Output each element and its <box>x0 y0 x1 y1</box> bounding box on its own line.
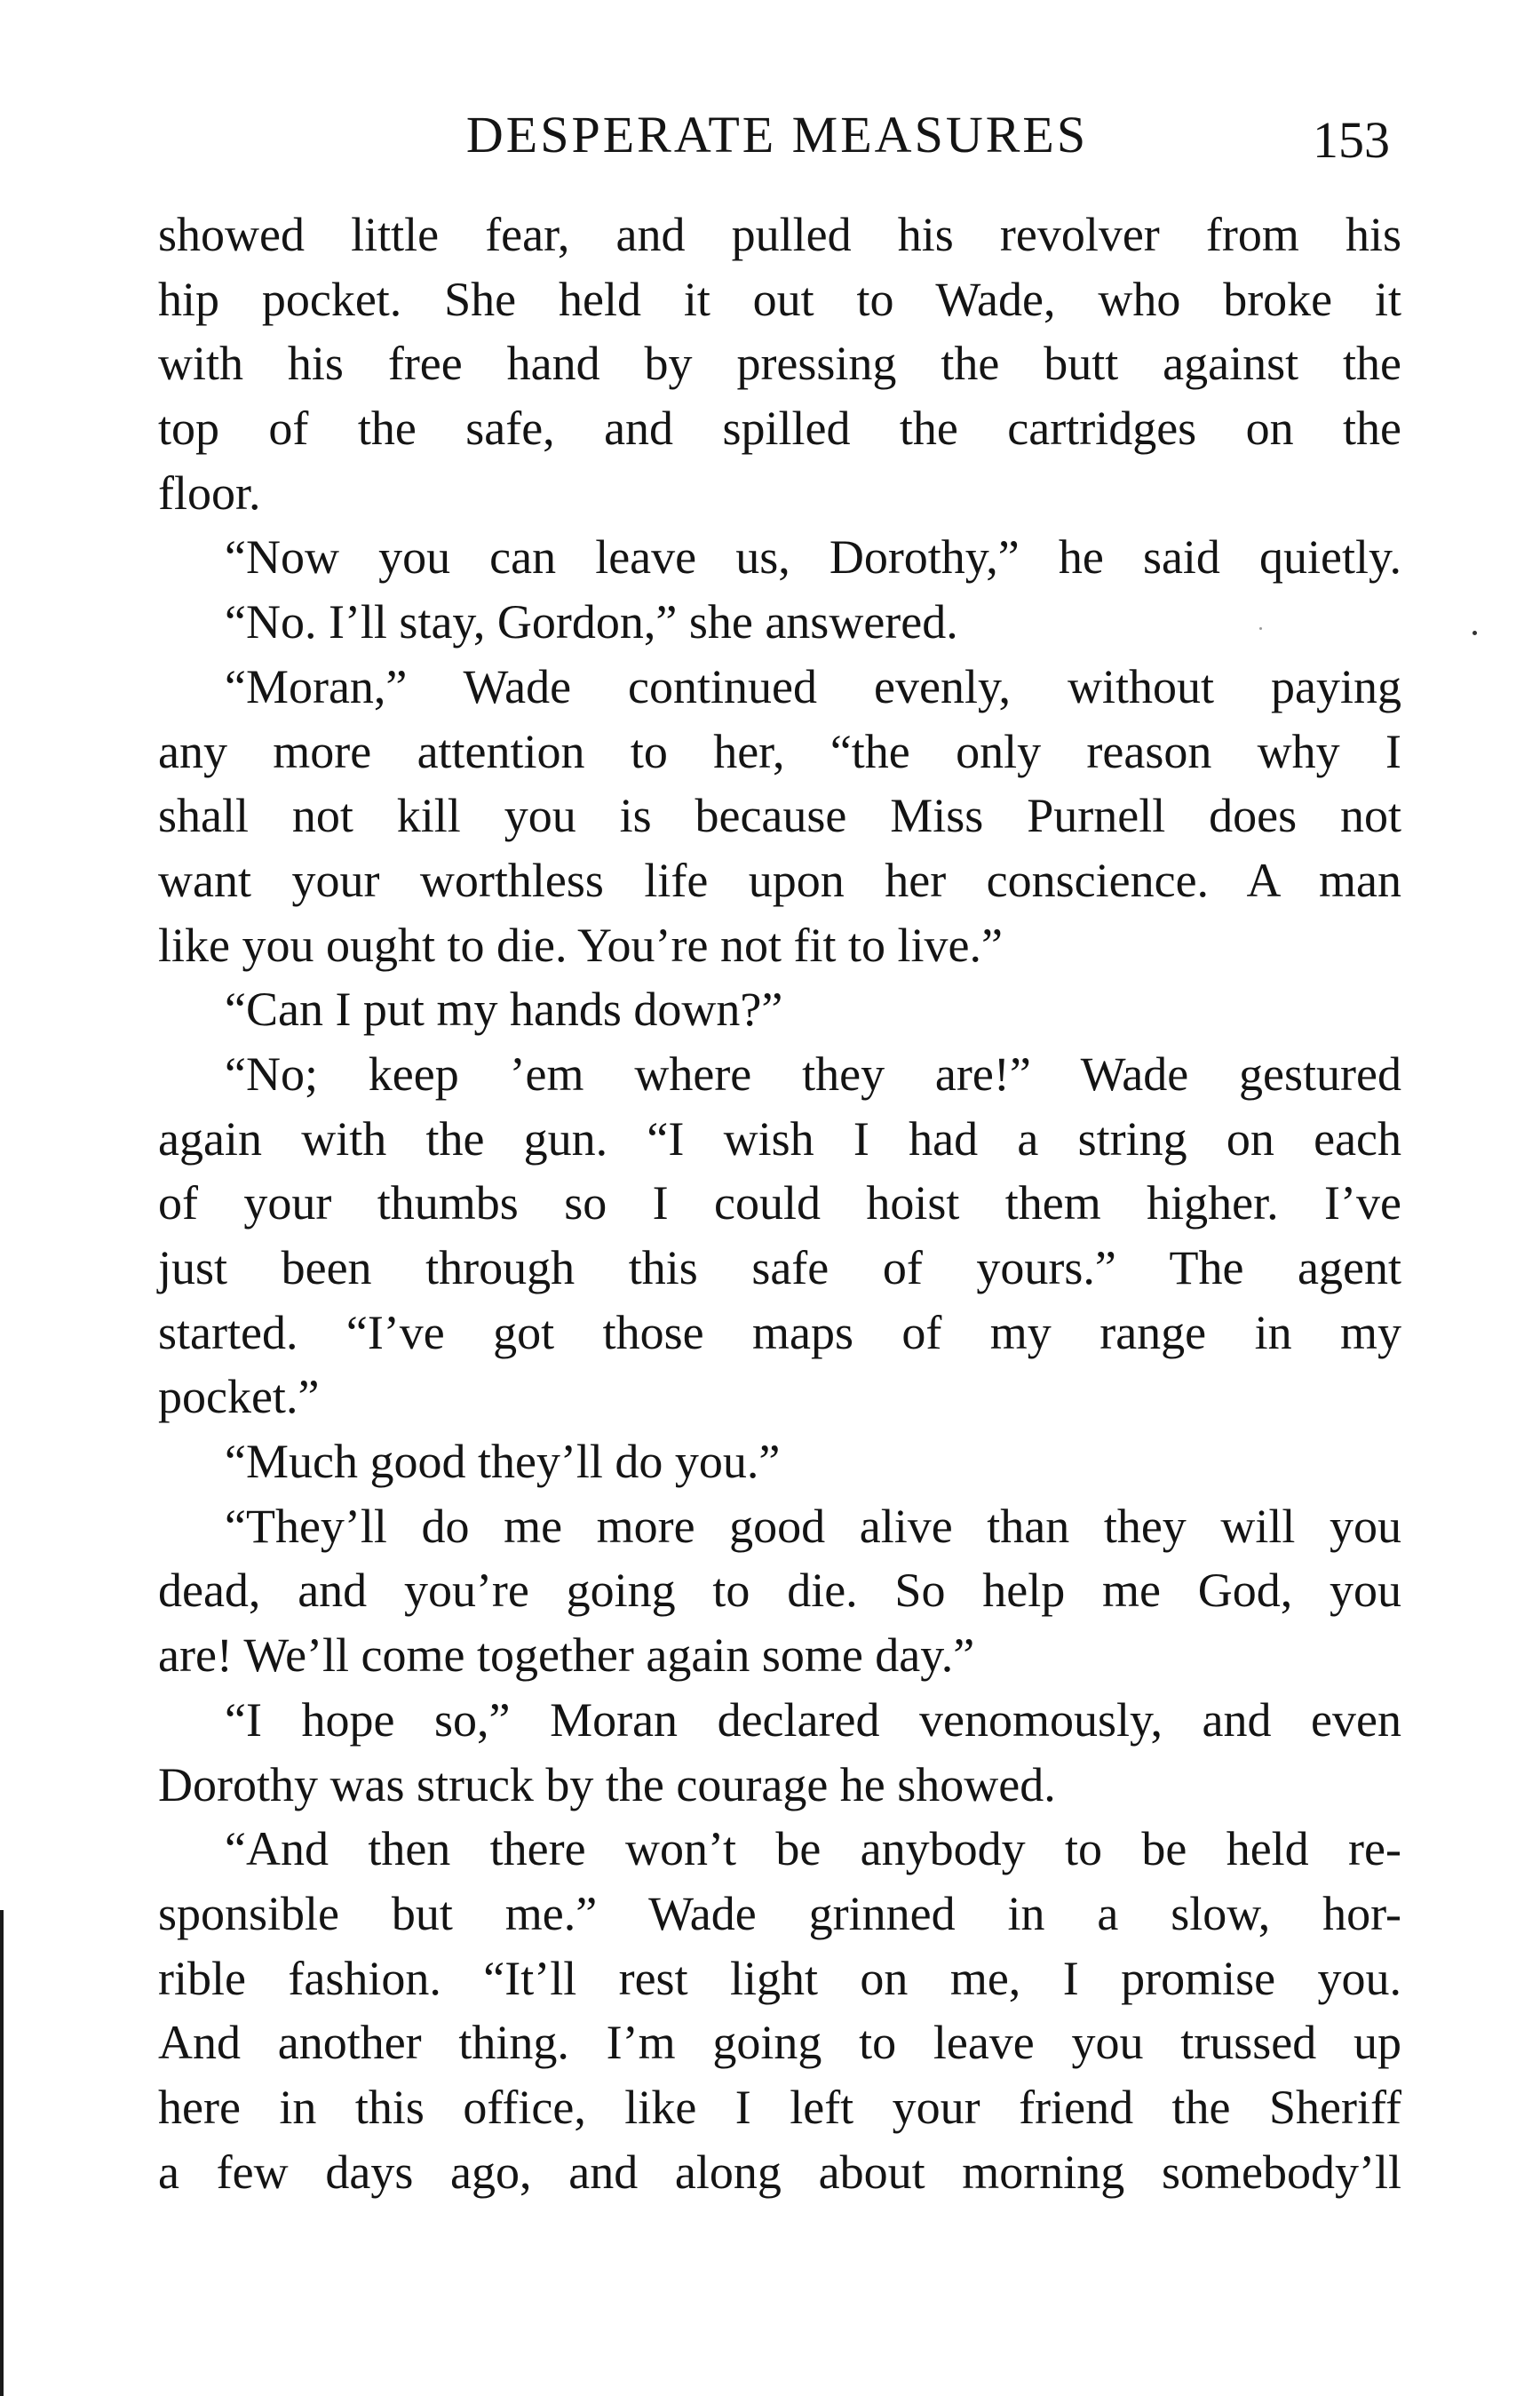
text-line: again with the gun. “I wish I had a string on each <box>158 1111 1401 1166</box>
page-number: 153 <box>1313 111 1390 169</box>
text-line: top of the safe, and spilled the cartridges on the <box>158 402 1401 456</box>
text-line: “Can I put my hands down?” <box>225 983 783 1037</box>
text-line: sponsible but me.” Wade grinned in a slow, hor- <box>158 1886 1401 1940</box>
text-line: with his free hand by pressing the butt against the <box>158 337 1401 391</box>
text-line: just been through this safe of yours.” The agent <box>158 1241 1401 1294</box>
text-line: Dorothy was struck by the courage he showed. <box>158 1757 1056 1811</box>
scan-speck <box>1259 627 1262 630</box>
text-line: any more attention to her, “the only reason why I <box>158 724 1401 778</box>
text-line: are! We’ll come together again some day.” <box>158 1628 975 1683</box>
scan-speck <box>1473 631 1477 635</box>
text-line: pocket.” <box>158 1370 320 1424</box>
text-line: shall not kill you is because Miss Purnell does not <box>158 789 1401 843</box>
text-line: “And then there won’t be anybody to be held re- <box>225 1822 1401 1876</box>
text-line: of your thumbs so I could hoist them higher. I’ve <box>158 1176 1401 1230</box>
running-title: DESPERATE MEASURES <box>465 106 1089 163</box>
text-line: And another thing. I’m going to leave you trussed up <box>158 2016 1401 2070</box>
text-line: showed little fear, and pulled his revolver from his <box>158 208 1401 261</box>
text-line: “Much good they’ll do you.” <box>225 1435 781 1489</box>
scan-edge-line <box>0 1910 4 2396</box>
text-line: a few days ago, and along about morning somebody’ll <box>158 2145 1401 2199</box>
text-line: “Moran,” Wade continued evenly, without paying <box>225 659 1401 713</box>
text-line: “I hope so,” Moran declared venomously, and even <box>225 1692 1401 1747</box>
text-line: like you ought to die. You’re not fit to live.” <box>158 918 1003 972</box>
text-line: “Now you can leave us, Dorothy,” he said quietly. <box>225 530 1401 585</box>
text-line: “No. I’ll stay, Gordon,” she answered. <box>225 595 958 649</box>
text-line: “They’ll do me more good alive than they will you <box>225 1499 1401 1553</box>
text-line: here in this office, like I left your friend the Sheriff <box>158 2080 1401 2134</box>
text-line: floor. <box>158 466 261 520</box>
text-line: dead, and you’re going to die. So help me God, you <box>158 1564 1401 1618</box>
text-line: started. “I’ve got those maps of my range in my <box>158 1305 1401 1359</box>
text-line: rible fashion. “It’ll rest light on me, I promise you. <box>158 1951 1401 2005</box>
text-line: “No; keep ’em where they are!” Wade gestured <box>225 1047 1401 1101</box>
running-head <box>155 100 1399 171</box>
text-line: want your worthless life upon her conscience. A man <box>158 853 1401 907</box>
body-text <box>158 203 1401 2204</box>
text-line: hip pocket. She held it out to Wade, who broke it <box>158 272 1401 326</box>
